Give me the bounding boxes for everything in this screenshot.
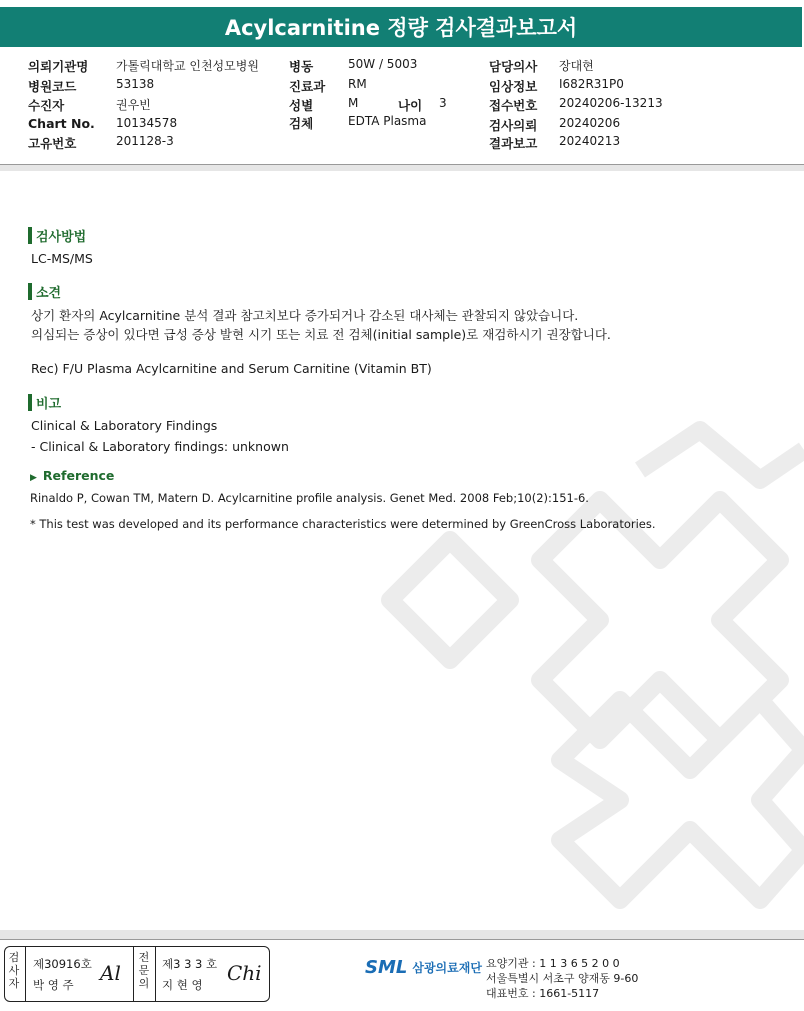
remarks-line-1: Clinical & Laboratory Findings — [31, 418, 218, 433]
value-clinical-info: I682R31P0 — [559, 77, 624, 91]
value-chart-no: 10134578 — [116, 116, 178, 130]
footer-divider — [0, 930, 804, 940]
specialist-license-no: 제3 3 3 호 — [162, 957, 218, 971]
section-method — [28, 226, 86, 245]
remarks-line-2: - Clinical & Laboratory findings: unknown — [31, 439, 289, 454]
tester-signature: Al — [100, 961, 121, 985]
label-receipt-no: 접수번호 — [489, 98, 538, 113]
report-title: Acylcarnitine 정량 검사결과보고서 — [0, 7, 802, 47]
sml-org-name: 삼광의료재단 — [412, 961, 482, 975]
section-marker — [28, 283, 32, 300]
section-opinion — [28, 282, 61, 301]
tester-name: 박 영 주 — [33, 978, 74, 992]
label-department: 진료과 — [289, 79, 326, 94]
value-department: RM — [348, 77, 367, 91]
value-specimen: EDTA Plasma — [348, 114, 427, 128]
label-specimen: 검체 — [289, 116, 314, 131]
opinion-line-3: Rec) F/U Plasma Acylcarnitine and Serum Carnitine (Vitamin BT) — [31, 361, 432, 376]
specialist-signature: Chi — [227, 961, 262, 985]
label-test-request-date: 검사의뢰 — [489, 118, 538, 133]
tester-label: 검사자 — [8, 951, 20, 990]
reference-note: * This test was developed and its performance characteristics were determined by GreenCross Laboratories. — [30, 517, 656, 531]
divider — [133, 947, 134, 1001]
opinion-line-2: 의심되는 증상이 있다면 급성 증상 발현 시기 또는 치료 전 검체(initial sample)로 재검하시기 권장합니다. — [31, 327, 611, 342]
label-requesting-institution: 의뢰기관명 — [28, 59, 89, 74]
reference-citation: Rinaldo P, Cowan TM, Matern D. Acylcarnitine profile analysis. Genet Med. 2008 Feb;10(2):151-6. — [30, 491, 589, 505]
institution-code: 요양기관 : 1 1 3 6 5 2 0 0 — [486, 957, 620, 970]
tester-license-no: 제30916호 — [33, 957, 92, 971]
triangle-right-icon: ▶ — [30, 473, 37, 483]
label-physician: 담당의사 — [489, 59, 538, 74]
label-hospital-code: 병원코드 — [28, 79, 77, 94]
value-hospital-code: 53138 — [116, 77, 155, 91]
sml-logo-mark: SML — [365, 957, 408, 978]
divider — [25, 947, 26, 1001]
value-physician: 장대현 — [559, 59, 594, 73]
section-remarks-heading: 비고 — [36, 397, 62, 412]
opinion-line-1: 상기 환자의 Acylcarnitine 분석 결과 참고치보다 증가되거나 감소된 대사체는 관찰되지 않았습니다. — [31, 308, 579, 323]
section-opinion-heading: 소견 — [36, 286, 62, 301]
label-patient: 수진자 — [28, 98, 65, 113]
section-marker — [28, 394, 32, 411]
divider — [155, 947, 156, 1001]
specialist-name: 지 현 영 — [162, 978, 203, 992]
value-unique-no: 201128-3 — [116, 134, 174, 148]
reference-heading — [30, 468, 114, 483]
signature-box — [4, 946, 270, 1002]
label-chart-no: Chart No. — [28, 116, 95, 131]
section-remarks — [28, 393, 61, 412]
label-report-date: 결과보고 — [489, 136, 538, 151]
value-patient: 권우빈 — [116, 98, 151, 112]
header-divider — [0, 164, 804, 171]
patient-info-header — [0, 48, 804, 166]
value-ward: 50W / 5003 — [348, 57, 418, 71]
institution-address: 서울특별시 서초구 양재동 9-60 — [486, 972, 639, 985]
label-ward: 병동 — [289, 59, 314, 74]
value-receipt-no: 20240206-13213 — [559, 96, 663, 110]
section-method-heading: 검사방법 — [36, 230, 87, 245]
label-age: 나이 — [398, 98, 423, 113]
specialist-label: 전문의 — [138, 951, 150, 990]
reference-heading-label: Reference — [42, 468, 115, 483]
label-sex: 성별 — [289, 98, 314, 113]
institution-phone: 대표번호 : 1661-5117 — [486, 987, 600, 1000]
value-report-date: 20240213 — [559, 134, 621, 148]
label-clinical-info: 임상정보 — [489, 79, 538, 94]
value-requesting-institution: 가톨릭대학교 인천성모병원 — [116, 59, 259, 73]
method-text: LC-MS/MS — [31, 251, 93, 266]
value-age: 3 — [439, 96, 447, 110]
section-marker — [28, 227, 32, 244]
value-test-request-date: 20240206 — [559, 116, 621, 130]
value-sex: M — [348, 96, 359, 110]
sml-logo — [365, 957, 482, 978]
label-unique-no: 고유번호 — [28, 136, 77, 151]
